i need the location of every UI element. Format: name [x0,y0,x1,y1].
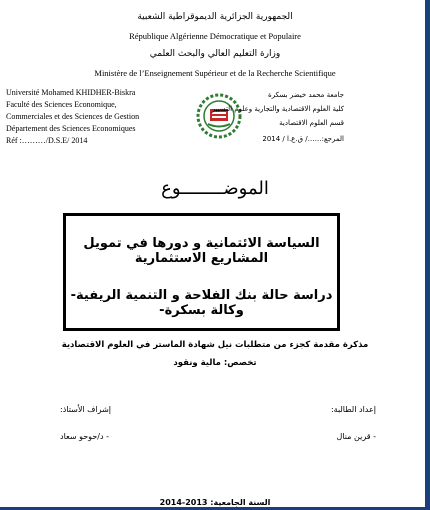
thesis-title-line2: دراسة حالة بنك الفلاحة و التنمية الريفية-وكالة بسكرة- [70,288,333,318]
reference-fr: Réf :………/D.S.E/ 2014 [6,136,88,145]
thesis-title-line1: السياسة الائتمانية و دورها في تمويل المشاريع الاستثمارية [83,236,320,266]
university-logo [196,93,242,139]
republic-french: République Algérienne Démocratique et Populaire [129,31,301,41]
supervisor-label: إشراف الأستاذ: [60,405,111,414]
student-name: - قرين منال [336,432,376,441]
memo-line1: مذكرة مقدمة كجزء من متطلبات نيل شهادة الماستر في العلوم الاقتصادية [61,340,369,350]
academic-year: السنة الجامعية: 2013-2014 [159,498,271,507]
thesis-title-box [63,213,340,331]
university-name-fr: Université Mohamed KHIDHER-Biskra [6,88,136,97]
memo-line2: تخصص: مالية ونقود [173,358,257,368]
department-ar: قسم العلوم الاقتصادية [279,119,344,127]
ministry-arabic: وزارة التعليم العالي والبحث العلمي [149,49,281,59]
ministry-french: Ministère de l’Enseignement Supérieur et de la Recherche Scientifique [94,68,336,78]
supervisor-name: - د/حوحو سعاد [60,432,109,441]
university-name-ar: جامعة محمد خيضر بسكرة [268,91,344,99]
topic-label: الموضــــــــوع [161,178,269,199]
department-fr: Département des Sciences Economiques [6,124,136,133]
student-label: إعداد الطالبة: [330,405,376,414]
republic-arabic: الجمهورية الجزائرية الديموقراطية الشعبية [137,12,293,22]
faculty-ar: كلية العلوم الاقتصادية والتجارية وعلوم التسيير [211,105,344,113]
faculty-fr-line2: Commerciales et des Sciences de Gestion [6,112,140,121]
reference-ar: المرجع:……/ ق.ع.ا / 2014 [262,135,344,143]
faculty-fr-line1: Faculté des Sciences Economique, [6,100,117,109]
